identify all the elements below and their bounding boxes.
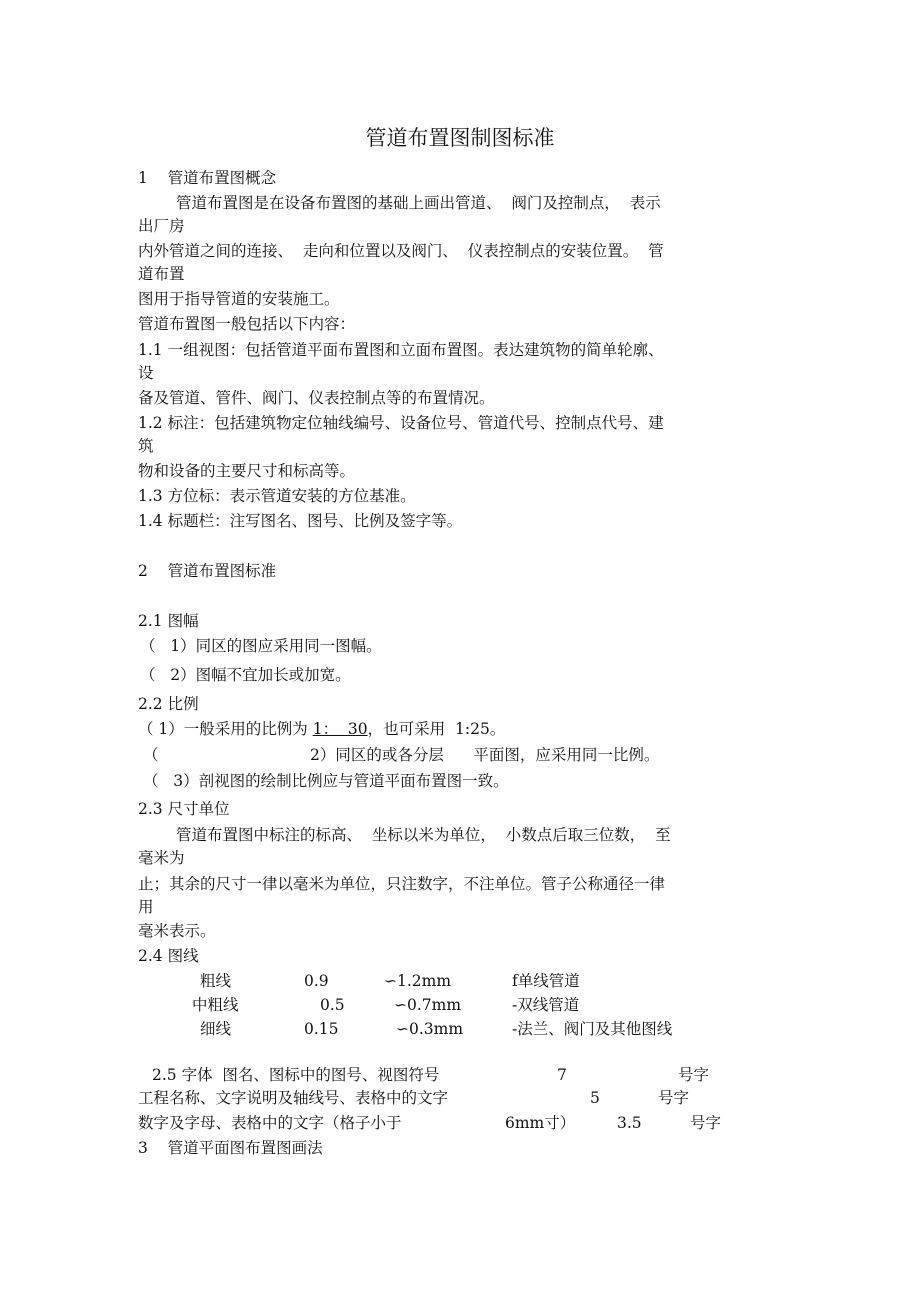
section-1-heading: 1 管道布置图概念 [138, 169, 277, 187]
item-1-2: 1.2 标注：包括建筑物定位轴线编号、设备位号、管道代号、控制点代号、建 [138, 414, 664, 432]
line-type-name: 中粗线 [192, 996, 239, 1014]
item-2-5-c-mid: 6mm寸） [505, 1114, 576, 1132]
line-usage: -双线管道 [512, 996, 580, 1014]
line-width-min: 0.9 [304, 972, 329, 990]
item-2-5-c: 数字及字母、表格中的文字（格子小于 [138, 1114, 402, 1132]
paragraph-line: 止；其余的尺寸一律以毫米为单位，只注数字，不注单位。管子公称通径一律 [138, 875, 666, 893]
font-size-value: 5 [590, 1089, 600, 1107]
line-type-name: 粗线 [200, 972, 232, 990]
item-2-5-a: 2.5 字体 图名、图标中的图号、视图符号 [152, 1066, 440, 1084]
item-1-3: 1.3 方位标：表示管道安装的方位基准。 [138, 487, 416, 505]
font-size-unit: 号字 [678, 1066, 710, 1084]
paragraph-line: 内外管道之间的连接、 走向和位置以及阀门、 仪表控制点的安装位置。 管 [138, 242, 664, 260]
paragraph-line: 出厂房 [138, 217, 185, 235]
item-2-2-a-prefix: （ 1）一般采用的比例为 [138, 720, 313, 738]
item-1-1-wrap: 设 [138, 364, 154, 382]
subsection-2-3-heading: 2.3 尺寸单位 [138, 800, 230, 818]
line-usage: f单线管道 [512, 972, 580, 990]
paragraph-line: 用 [138, 898, 154, 916]
item-1-1-cont: 备及管道、管件、阀门、仪表控制点等的布置情况。 [138, 389, 495, 407]
paragraph-line: 管道布置图是在设备布置图的基础上画出管道、 阀门及控制点， 表示 [176, 194, 661, 212]
paragraph-line: 管道布置图中标注的标高、 坐标以米为单位， 小数点后取三位数， 至 [176, 826, 671, 844]
item-2-2-a-suffix: ，也可采用 1:25。 [367, 720, 506, 738]
item-2-1-a: （ 1）同区的图应采用同一图幅。 [140, 637, 382, 655]
item-2-1-b: （ 2）图幅不宜加长或加宽。 [140, 666, 351, 684]
line-width-min: 0.15 [304, 1020, 339, 1038]
item-1-2-wrap: 筑 [138, 437, 154, 455]
item-2-2-b-paren: （ [143, 746, 159, 764]
font-size-unit: 号字 [690, 1114, 722, 1132]
scale-ratio: 1： 30 [312, 720, 368, 738]
line-type-name: 细线 [200, 1020, 232, 1038]
item-1-1: 1.1 一组视图：包括管道平面布置图和立面布置图。表达建筑物的简单轮廓、 [138, 341, 664, 359]
paragraph-line: 图用于指导管道的安装施工。 [138, 290, 340, 308]
paragraph-line: 管道布置图一般包括以下内容： [138, 315, 356, 333]
section-3-heading: 3 管道平面图布置图画法 [138, 1139, 323, 1157]
subsection-2-1-heading: 2.1 图幅 [138, 612, 199, 630]
line-width-max: ∽0.7mm [394, 996, 462, 1014]
item-2-2-a [138, 719, 505, 739]
line-usage: -法兰、阀门及其他图线 [512, 1020, 673, 1038]
line-width-max: ∽0.3mm [396, 1020, 464, 1038]
item-2-2-c: （ 3）剖视图的绘制比例应与管道平面布置图一致。 [143, 772, 509, 790]
subsection-2-4-heading: 2.4 图线 [138, 947, 199, 965]
item-1-4: 1.4 标题栏：注写图名、图号、比例及签字等。 [138, 512, 463, 530]
item-2-5-b: 工程名称、文字说明及轴线号、表格中的文字 [138, 1089, 449, 1107]
document-title: 管道布置图制图标准 [365, 126, 555, 150]
paragraph-line: 毫米表示。 [138, 922, 216, 940]
section-2-heading: 2 管道布置图标准 [138, 562, 277, 580]
line-width-max: ∽1.2mm [384, 972, 452, 990]
font-size-value: 3.5 [617, 1114, 642, 1132]
paragraph-line: 道布置 [138, 265, 185, 283]
font-size-value: 7 [557, 1066, 567, 1084]
item-2-2-b: 2）同区的或各分层 平面图，应采用同一比例。 [310, 746, 660, 764]
subsection-2-2-heading: 2.2 比例 [138, 695, 199, 713]
line-width-min: 0.5 [320, 996, 345, 1014]
paragraph-line: 毫米为 [138, 849, 185, 867]
font-size-unit: 号字 [658, 1089, 690, 1107]
item-1-2-cont: 物和设备的主要尺寸和标高等。 [138, 462, 356, 480]
